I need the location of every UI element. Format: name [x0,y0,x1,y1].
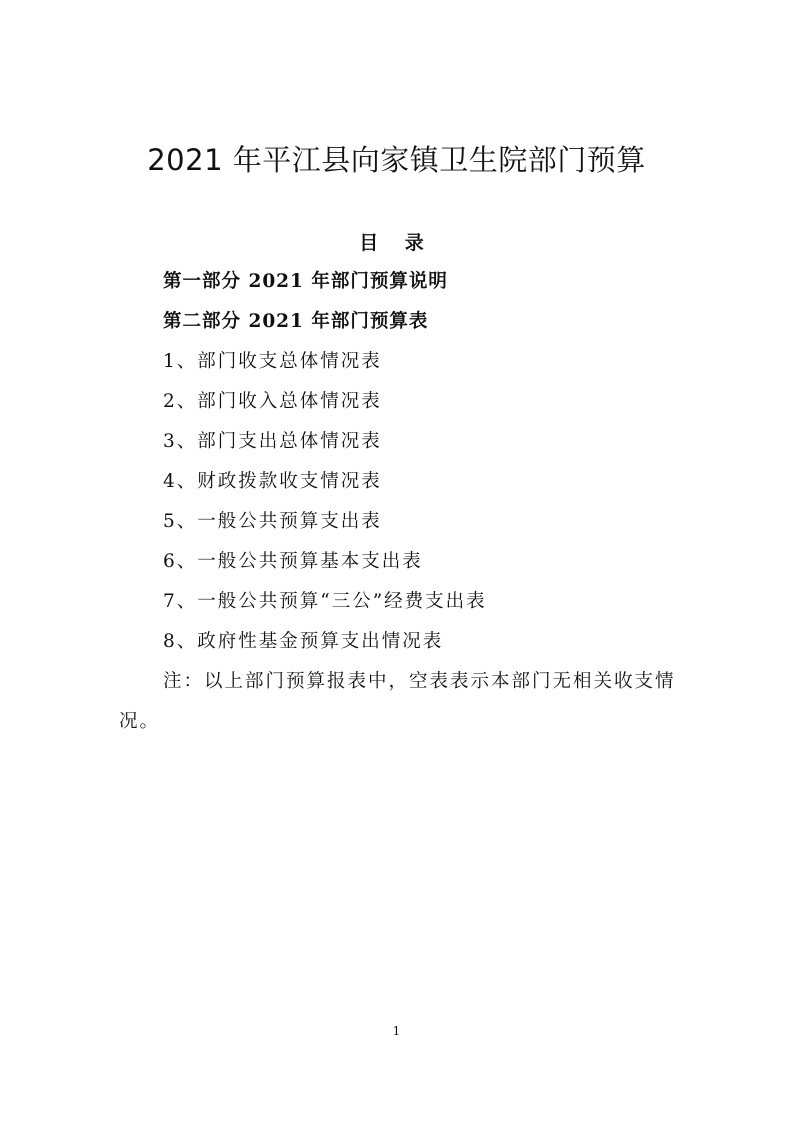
note-paragraph: 注：以上部门预算报表中，空表表示本部门无相关收支情况。 [119,671,676,732]
toc-item-table-8: 8、政府性基金预算支出情况表 [163,631,444,652]
toc-item-part-2: 第二部分 2021 年部门预算表 [163,311,429,332]
toc-item-table-5: 5、一般公共预算支出表 [163,511,382,532]
toc-item-part-1: 第一部分 2021 年部门预算说明 [163,271,448,292]
page-title: 2021 年平江县向家镇卫生院部门预算 [147,143,646,177]
toc-item-table-3: 3、部门支出总体情况表 [163,431,382,452]
table-of-contents [163,262,487,662]
page-number: 1 [392,1024,401,1038]
toc-item-table-7: 7、一般公共预算“三公”经费支出表 [163,591,487,612]
toc-item-table-2: 2、部门收入总体情况表 [163,391,382,412]
toc-item-table-6: 6、一般公共预算基本支出表 [163,551,423,572]
toc-heading: 目 录 [359,232,434,254]
toc-item-table-4: 4、财政拨款收支情况表 [163,471,382,492]
toc-item-table-1: 1、部门收支总体情况表 [163,351,382,372]
